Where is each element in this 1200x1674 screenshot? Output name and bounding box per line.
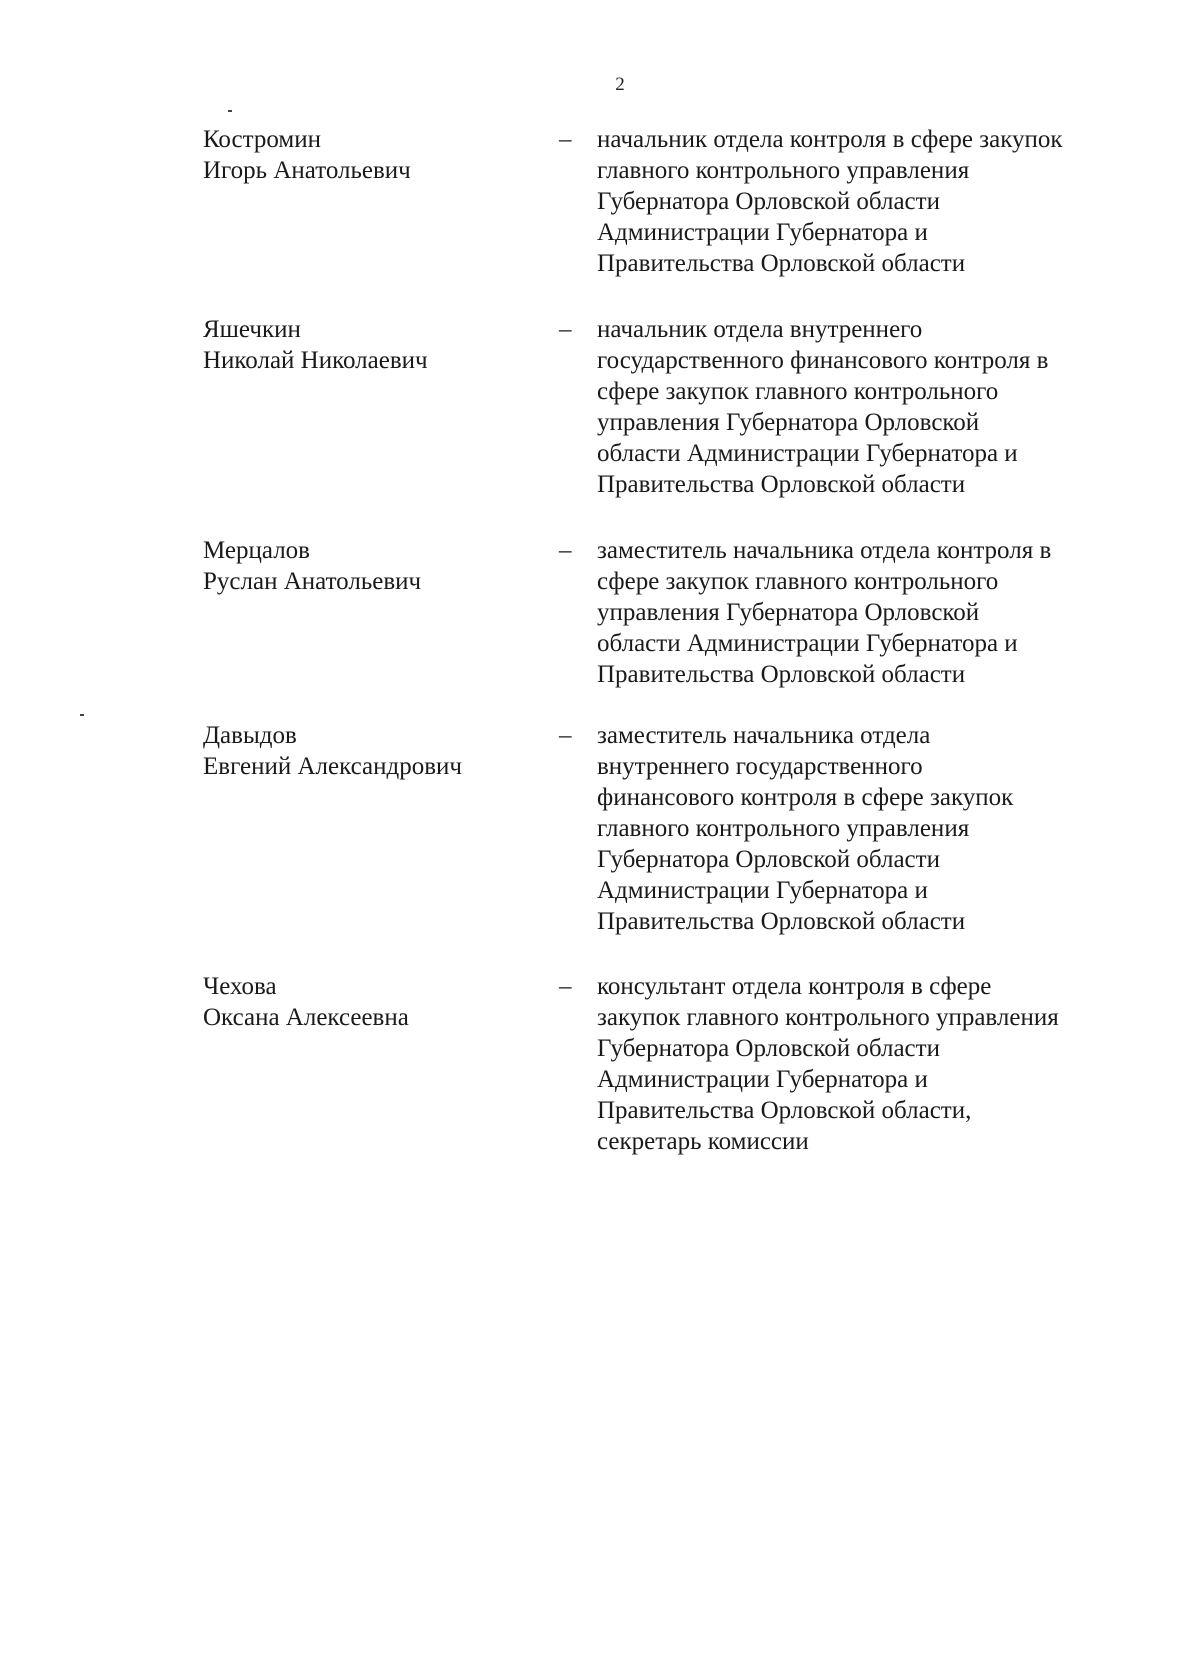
position-line: главного контрольного управления xyxy=(597,157,970,184)
member-entry xyxy=(0,314,1200,504)
separator-dash: – xyxy=(559,973,572,1000)
member-surname: Давыдов xyxy=(203,722,297,749)
separator-dash: – xyxy=(559,126,572,153)
member-name xyxy=(203,720,533,782)
position-line: Администрации Губернатора и xyxy=(597,877,928,904)
separator-dash: – xyxy=(559,722,572,749)
member-given-names: Игорь Анатольевич xyxy=(203,157,411,184)
position-line: главного контрольного управления xyxy=(597,815,970,842)
position-line: Правительства Орловской области xyxy=(597,908,966,935)
position-line: Правительства Орловской области xyxy=(597,471,966,498)
position-line: Губернатора Орловской области xyxy=(597,1035,940,1062)
separator-dash: – xyxy=(559,316,572,343)
position-line: начальник отдела контроля в сфере закупок xyxy=(597,126,1063,153)
position-line: заместитель начальника отдела xyxy=(597,722,931,749)
member-name xyxy=(203,971,533,1033)
member-position xyxy=(597,314,1127,500)
position-line: Губернатора Орловской области xyxy=(597,188,940,215)
member-entry xyxy=(0,720,1200,940)
page-number: 2 xyxy=(615,74,625,95)
position-line: внутреннего государственного xyxy=(597,753,923,780)
member-given-names: Оксана Алексеевна xyxy=(203,1004,409,1031)
member-given-names: Руслан Анатольевич xyxy=(203,568,422,595)
member-entry xyxy=(0,971,1200,1161)
member-position xyxy=(597,535,1127,690)
position-line: Губернатора Орловской области xyxy=(597,846,940,873)
position-line: Правительства Орловской области, xyxy=(597,1097,972,1124)
member-surname: Костромин xyxy=(203,126,321,153)
member-position xyxy=(597,720,1127,937)
position-line: Администрации Губернатора и xyxy=(597,219,928,246)
position-line: государственного финансового контроля в xyxy=(597,347,1049,374)
position-line: заместитель начальника отдела контроля в xyxy=(597,537,1052,564)
position-line: Администрации Губернатора и xyxy=(597,1066,928,1093)
scan-speck xyxy=(80,714,84,716)
member-position xyxy=(597,971,1127,1157)
position-line: консультант отдела контроля в сфере xyxy=(597,973,992,1000)
member-entry xyxy=(0,535,1200,695)
member-name xyxy=(203,314,533,376)
position-line: управления Губернатора Орловской xyxy=(597,599,980,626)
member-surname: Яшечкин xyxy=(203,316,301,343)
separator-dash: – xyxy=(559,537,572,564)
member-given-names: Николай Николаевич xyxy=(203,347,428,374)
member-position xyxy=(597,124,1127,279)
position-line: начальник отдела внутреннего xyxy=(597,316,923,343)
position-line: закупок главного контрольного управления xyxy=(597,1004,1059,1031)
position-line: Правительства Орловской области xyxy=(597,250,966,277)
member-surname: Мерцалов xyxy=(203,537,310,564)
member-name xyxy=(203,124,533,186)
member-entry xyxy=(0,124,1200,284)
position-line: сфере закупок главного контрольного xyxy=(597,568,999,595)
scan-speck xyxy=(228,110,232,112)
position-line: сфере закупок главного контрольного xyxy=(597,378,999,405)
position-line: области Администрации Губернатора и xyxy=(597,440,1018,467)
member-given-names: Евгений Александрович xyxy=(203,753,462,780)
member-surname: Чехова xyxy=(203,973,277,1000)
position-line: секретарь комиссии xyxy=(597,1128,809,1155)
position-line: области Администрации Губернатора и xyxy=(597,630,1018,657)
position-line: Правительства Орловской области xyxy=(597,661,966,688)
position-line: финансового контроля в сфере закупок xyxy=(597,784,1014,811)
position-line: управления Губернатора Орловской xyxy=(597,409,980,436)
member-name xyxy=(203,535,533,597)
